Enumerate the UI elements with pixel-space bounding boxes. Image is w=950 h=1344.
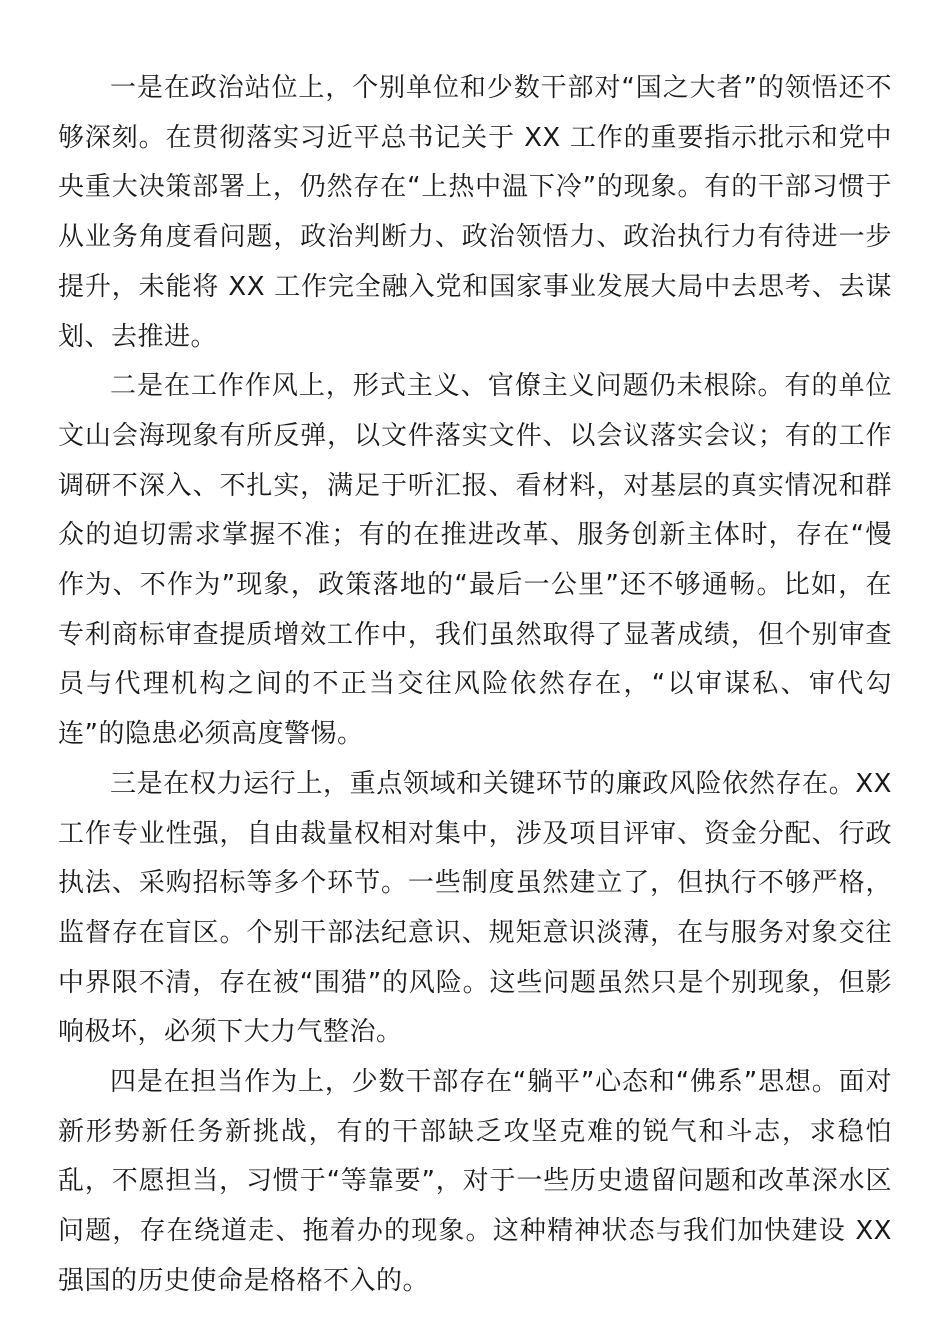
- document-body: [58, 64, 892, 1307]
- paragraph-political-stance: 一是在政治站位上，个别单位和少数干部对“国之大者”的领悟还不够深刻。在贯彻落实习近平总书记关于 XX 工作的重要指示批示和党中央重大决策部署上，仍然存在“上热中温下冷”的现象。有的干部习惯于从业务角度看问题，政治判断力、政治领悟力、政治执行力有待进一步提升，未能将 XX 工作完全融入党和国家事业发展大局中去思考、去谋划、去推进。: [58, 73, 892, 352]
- paragraph-power-operation: 三是在权力运行上，重点领域和关键环节的廉政风险依然存在。XX 工作专业性强，自由裁量权相对集中，涉及项目评审、资金分配、行政执法、采购招标等多个环节。一些制度虽然建立了，但执行不够严格，监督存在盲区。个别干部法纪意识、规矩意识淡薄，在与服务对象交往中界限不清，存在被“围猎”的风险。这些问题虽然只是个别现象，但影响极坏，必须下大力气整治。: [58, 768, 892, 1048]
- paragraph-work-style: 二是在工作作风上，形式主义、官僚主义问题仍未根除。有的单位文山会海现象有所反弹，以文件落实文件、以会议落实会议；有的工作调研不深入、不扎实，满足于听汇报、看材料，对基层的真实情况和群众的迫切需求掌握不准；有的在推进改革、服务创新主体时，存在“慢作为、不作为”现象，政策落地的“最后一公里”还不够通畅。比如，在专利商标审查提质增效工作中，我们虽然取得了显著成绩，但个别审查员与代理机构之间的不正当交往风险依然存在，“以审谋私、审代勾连”的隐患必须高度警惕。: [58, 371, 892, 750]
- paragraph-responsibility: 四是在担当作为上，少数干部存在“躺平”心态和“佛系”思想。面对新形势新任务新挑战，有的干部缺乏攻坚克难的锐气和斗志，求稳怕乱，不愿担当，习惯于“等靠要”，对于一些历史遗留问题和改革深水区问题，存在绕道走、拖着办的现象。这种精神状态与我们加快建设 XX 强国的历史使命是格格不入的。: [58, 1067, 892, 1296]
